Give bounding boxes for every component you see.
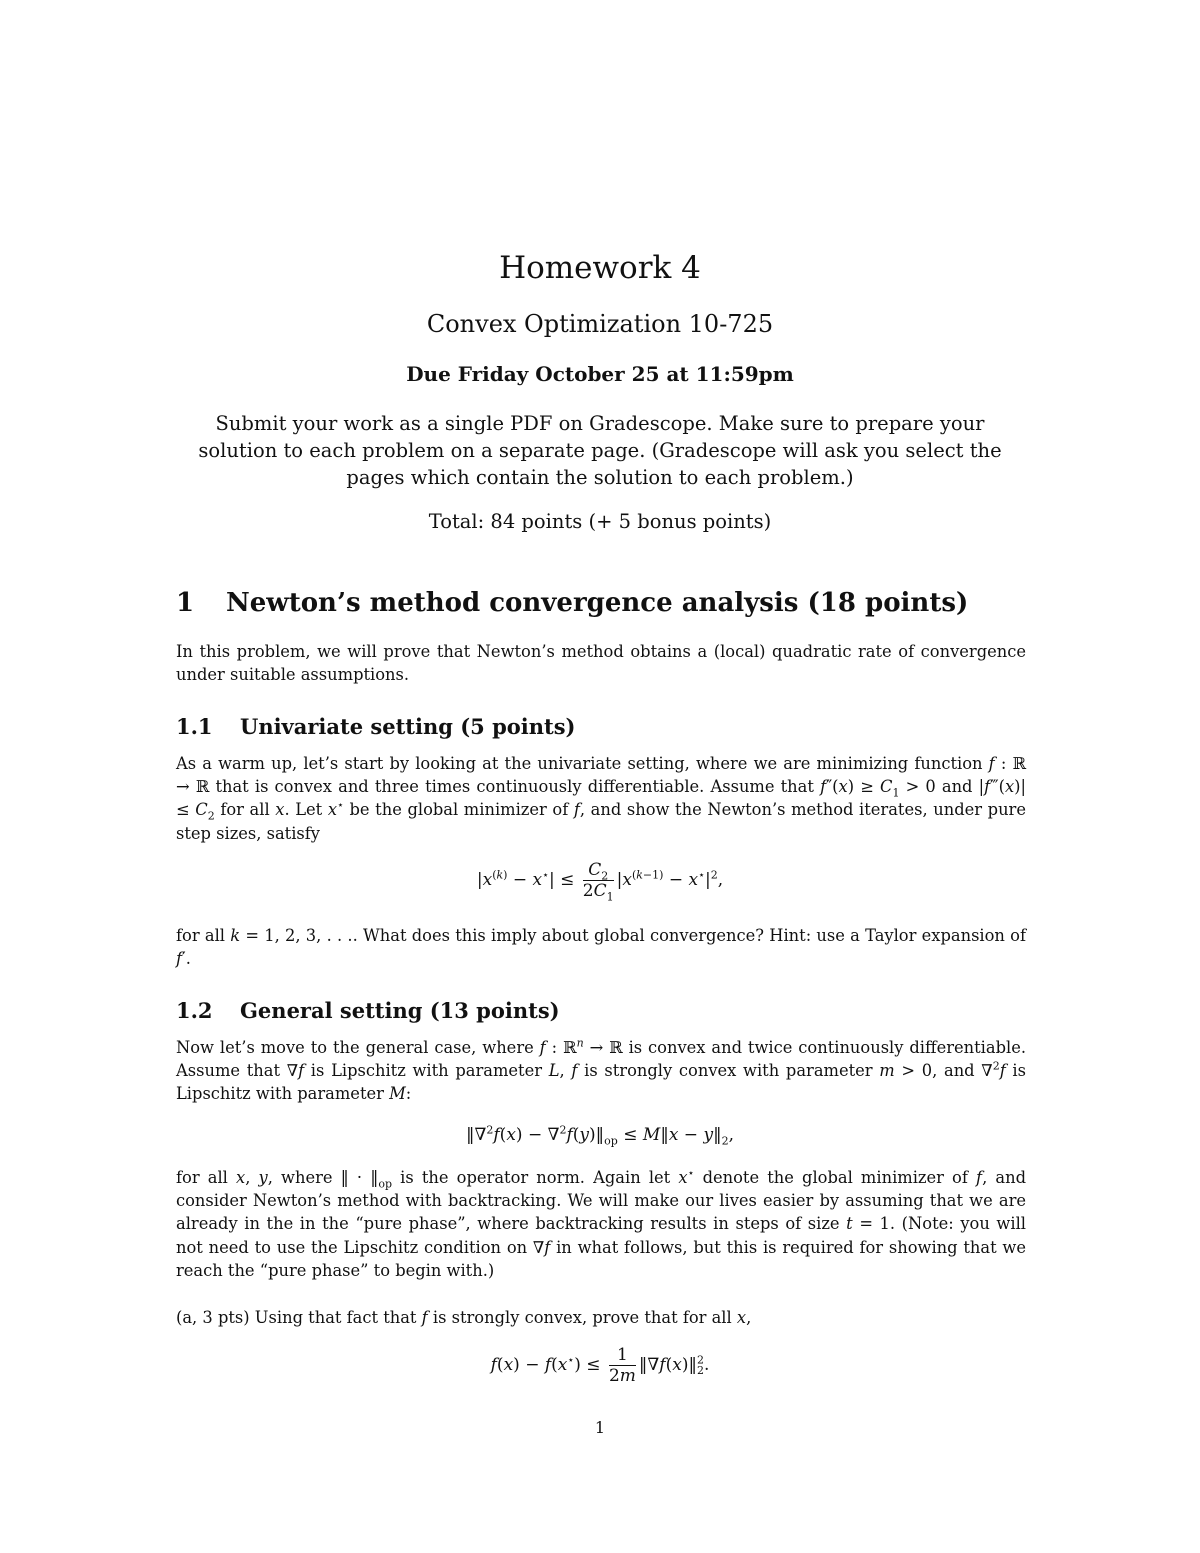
total-points: Total: 84 points (+ 5 bonus points) xyxy=(428,510,772,533)
section-title: Newton’s method convergence analysis (18 points) xyxy=(226,588,969,618)
section-number: 1 xyxy=(176,588,195,618)
submission-instructions: Submit your work as a single PDF on Gradescope. Make sure to prepare your solution to each problem on a separate page. (Gradescope will ask you select the pages which contain the solution to each problem.) xyxy=(198,412,1002,489)
equation-convergence: $|x^{(k)} - x^⋆|$ ≤ $\frac{C_2}{2C_1}$ $|x^{(k-1)} - x^⋆|^2$, xyxy=(476,860,724,904)
subsection-1-1-text-2: for all k = 1, 2, 3, . . .. What does this imply about global convergence? Hint: use a Taylor expansion of f′. xyxy=(176,926,1026,969)
due-date: Due Friday October 25 at 11:59pm xyxy=(406,362,794,386)
equation-hessian-lipschitz: ‖∇$^2$f(x) − $\nabla^2f(y)‖_{op}$ ≤ M‖x − $y‖_2$, xyxy=(466,1123,734,1148)
section-1-heading xyxy=(176,588,968,618)
subsection-title: Univariate setting (5 points) xyxy=(240,714,576,739)
subsection-1-1-heading xyxy=(176,714,575,739)
document-title: Homework 4 xyxy=(499,250,701,286)
equation-strong-convexity: f(x) − f(x⋆) ≤ $\frac{1}{2m}$ ‖∇f(x)‖$^2_2$. xyxy=(490,1345,710,1386)
subsection-number: 1.2 xyxy=(176,998,213,1023)
section-1-intro: In this problem, we will prove that Newton’s method obtains a (local) quadratic rate of convergence under suitable assumptions. xyxy=(176,642,1026,685)
part-a-text: (a, 3 pts) Using that fact that f is strongly convex, prove that for all x, xyxy=(176,1308,752,1327)
subsection-1-1-text: As a warm up, let’s start by looking at the univariate setting, where we are minimizing function f : ℝ → ℝ that is convex and three times continuously differentiable. Assume that $f''(x) \ge C_1 > 0$ and |f‴(x)| ≤ $C_2$ for all x. Let x⋆ be the global minimizer of f, and show the Newton’s method iterates, under pure step sizes, satisfy xyxy=(176,754,1027,843)
page-number: 1 xyxy=(594,1418,606,1437)
course-name: Convex Optimization 10-725 xyxy=(426,310,774,338)
subsection-title: General setting (13 points) xyxy=(240,998,560,1023)
subsection-number: 1.1 xyxy=(176,714,213,739)
subsection-1-2-heading xyxy=(176,998,560,1023)
part-a-label: (a, 3 pts) xyxy=(176,1308,250,1327)
subsection-1-2-text-2: for all x, y, where ‖ · $‖_{op}$ is the operator norm. Again let x⋆ denote the global minimizer of f, and consider Newton’s method with backtracking. We will make our lives easier by assuming that we are already in the in the “pure phase”, where backtracking results in steps of size t = 1. (Note: you will not need to use the Lipschitz condition on ∇f in what follows, but this is required for showing that we reach the “pure phase” to begin with.) xyxy=(176,1166,1027,1280)
subsection-1-2-text: Now let’s move to the general case, where f : ℝ$^n$ → ℝ is convex and twice continuously differentiable. Assume that ∇f is Lipschitz with parameter L, f is strongly convex with parameter m > 0, and ∇$^2$f is Lipschitz with parameter M: xyxy=(176,1036,1027,1104)
